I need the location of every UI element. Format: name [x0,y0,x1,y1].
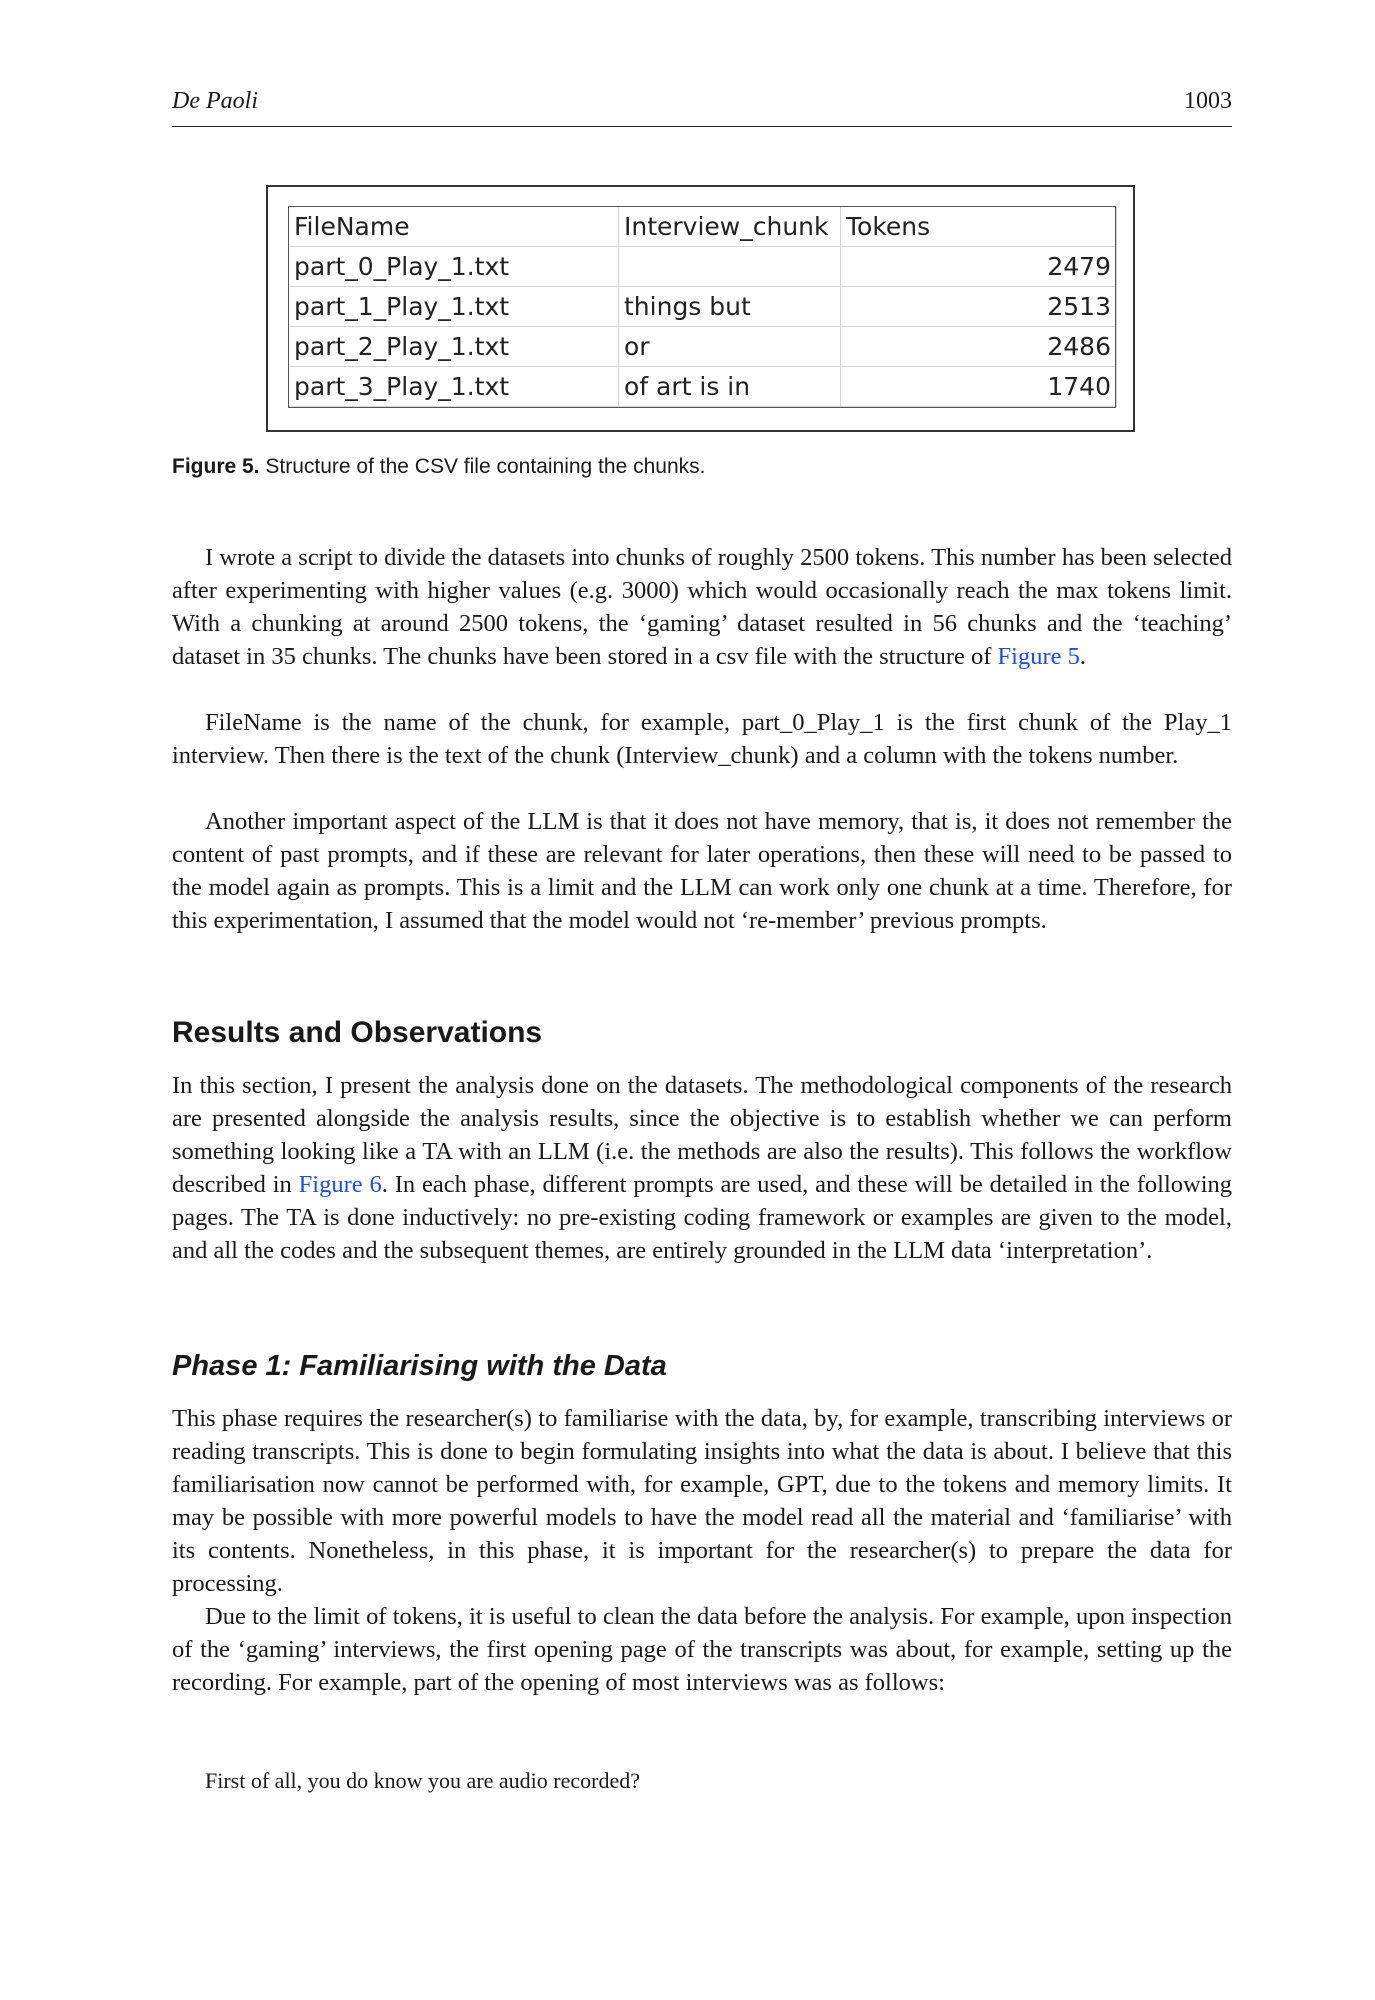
paragraph-text: In this section, I present the analysis done on the datasets. The methodological components of the research are presented alongside the analysis results, since the objective is to establish whether we can perform something looking like a TA with an LLM (i.e. the methods are also the results). This follows the workflow described in [172,1072,1232,1198]
cell-interview-chunk: things but [619,287,841,327]
running-header [172,86,1232,127]
figure-6-link[interactable]: Figure 6 [298,1171,382,1198]
table-row [289,327,1117,367]
paragraph-text: . [1079,643,1086,670]
running-header-author: De Paoli [172,88,258,114]
cell-interview-chunk [619,247,841,287]
paragraph-text: . In each phase, different prompts are used, and these will be detailed in the following pages. The TA is done inductively: no pre-existing coding framework or examples are given to the model, and all the codes and the subsequent themes, are entirely grounded in the LLM data ‘interpretation’. [172,1171,1233,1264]
cell-tokens: 1740 [841,367,1117,407]
cell-interview-chunk: of art is in [619,367,841,407]
cell-filename: part_1_Play_1.txt [289,287,619,327]
cell-tokens: 2513 [841,287,1117,327]
csv-structure-table [288,206,1117,407]
paragraph: This phase requires the researcher(s) to familiarise with the data, by, for example, transcribing interviews or reading transcripts. This is done to begin formulating insights into what the data is about. I believe that this familiarisation now cannot be performed with, for example, GPT, due to the tokens and memory limits. It may be possible with more powerful models to have the model read all the material and ‘familiarise’ with its contents. Nonetheless, in this phase, it is important for the researcher(s) to prepare the data for processing. [172,1405,1232,1597]
table-header-row [289,207,1117,247]
paragraph-text: I wrote a script to divide the datasets into chunks of roughly 2500 tokens. This number has been selected after experimenting with higher values (e.g. 3000) which would occasionally reach the max tokens limit. With a chunking at around 2500 tokens, the ‘gaming’ dataset resulted in 56 chunks and the ‘teaching’ dataset in 35 chunks. The chunks have been stored in a csv file with the structure of [172,544,1232,670]
paragraph: Another important aspect of the LLM is that it does not have memory, that is, it does not remember the content of past prompts, and if these are relevant for later operations, then these will need to be passed to the model again as prompts. This is a limit and the LLM can work only one chunk at a time. Therefore, for this experimentation, I assumed that the model would not ‘re-member’ previous prompts. [172,808,1232,934]
table-row [289,367,1117,407]
cell-tokens: 2486 [841,327,1117,367]
page-number: 1003 [1184,88,1232,114]
paragraph: FileName is the name of the chunk, for example, part_0_Play_1 is the first chunk of the Play_1 interview. Then there is the text of the chunk (Interview_chunk) and a column with the tokens number. [172,709,1232,769]
paragraph [172,541,1232,673]
column-header-interview-chunk: Interview_chunk [619,207,841,247]
cell-filename: part_2_Play_1.txt [289,327,619,367]
figure-caption-text: Structure of the CSV file containing the chunks. [265,455,706,478]
paragraph: Due to the limit of tokens, it is useful to clean the data before the analysis. For example, upon inspection of the ‘gaming’ interviews, the first opening page of the transcripts was about, for example, setting up the recording. For example, part of the opening of most interviews was as follows: [172,1603,1232,1696]
cell-tokens: 2479 [841,247,1117,287]
cell-filename: part_3_Play_1.txt [289,367,619,407]
paragraph [172,1069,1232,1267]
table-row [289,247,1117,287]
table-row [289,287,1117,327]
column-header-filename: FileName [289,207,619,247]
cell-filename: part_0_Play_1.txt [289,247,619,287]
column-header-tokens: Tokens [841,207,1117,247]
interview-quote: First of all, you do know you are audio recorded? [205,1768,640,1793]
figure-5-link[interactable]: Figure 5 [997,643,1080,670]
figure-caption-label: Figure 5. [172,455,260,478]
subsection-heading: Phase 1: Familiarising with the Data [172,1350,667,1382]
figure-5 [266,185,1135,432]
section-heading: Results and Observations [172,1016,543,1049]
figure-caption [172,455,705,479]
cell-interview-chunk: or [619,327,841,367]
